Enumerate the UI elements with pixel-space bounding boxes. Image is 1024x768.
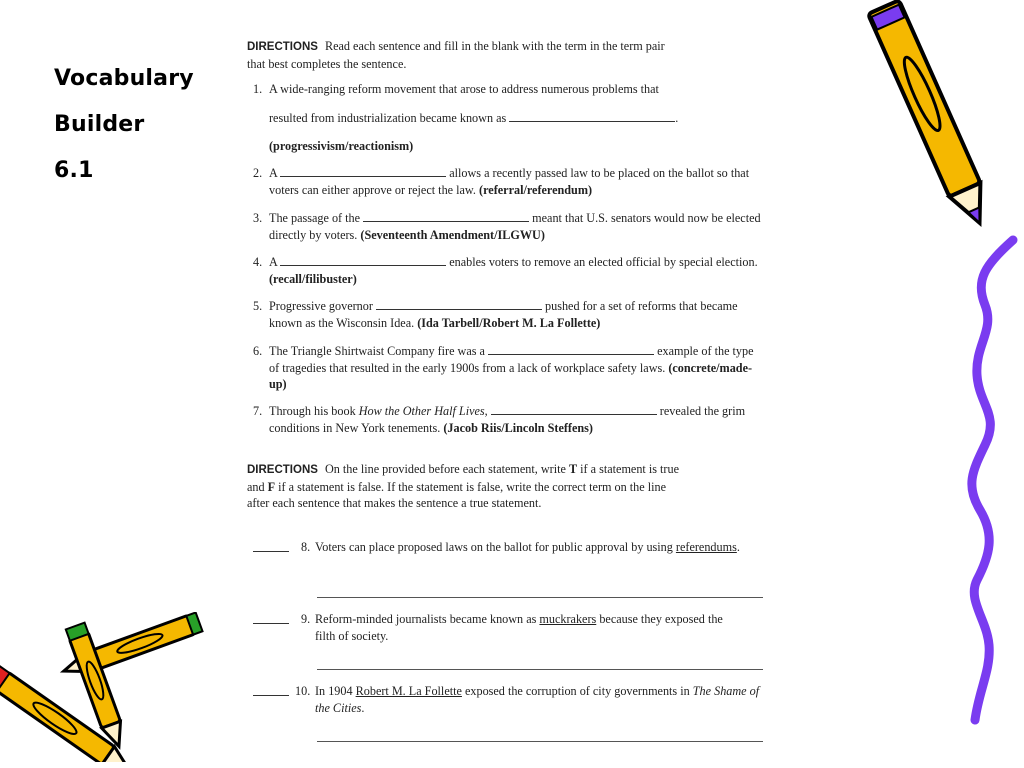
question-3-options: (Seventeenth Amendment/ILGWU) xyxy=(360,227,545,242)
question-2-text-post: allows a recently passed law to be placed on the ballot so that voters can either approve or reject the law. xyxy=(269,166,750,197)
question-4-text-post: enables voters to remove an elected official by special election. xyxy=(449,255,758,269)
crossed-pencils-icon xyxy=(0,612,205,762)
question-8 xyxy=(253,539,773,556)
pencil-icon xyxy=(860,0,1000,245)
question-8-tf-blank[interactable] xyxy=(253,551,289,552)
question-9-tf-blank[interactable] xyxy=(253,623,289,624)
question-4-options: (recall/filibuster) xyxy=(269,271,357,286)
question-4-blank[interactable] xyxy=(280,254,446,266)
title-builder: Builder xyxy=(54,112,145,137)
question-10-text-post: exposed the corruption of city governments in xyxy=(464,684,690,698)
question-9-number: 9. xyxy=(301,612,311,626)
question-9-answer-line[interactable] xyxy=(317,669,763,670)
question-8-term: referendums xyxy=(675,540,737,554)
question-3-number: 3. xyxy=(253,211,263,225)
question-9-term: muckrakers xyxy=(539,612,597,626)
question-10-term: Robert M. La Follette xyxy=(355,684,462,698)
question-2-text-pre: A xyxy=(269,166,278,180)
question-7 xyxy=(253,403,765,436)
question-2-number: 2. xyxy=(253,166,263,180)
question-6-text-post: example of the type of tragedies that resulted in the early 1900s from a lack of workplace safety laws. xyxy=(269,344,754,375)
question-1-line1: A wide-ranging reform movement that arose to address numerous problems that xyxy=(269,82,659,96)
question-8-answer-line[interactable] xyxy=(317,597,763,598)
question-8-period: . xyxy=(736,540,740,554)
question-5-text-pre: Progressive governor xyxy=(269,299,373,313)
title-vocabulary: Vocabulary xyxy=(54,66,194,91)
question-2-options: (referral/referendum) xyxy=(479,182,593,197)
question-7-number: 7. xyxy=(253,404,263,418)
question-1-number: 1. xyxy=(253,82,263,96)
question-10-text-pre: In 1904 xyxy=(315,684,353,698)
directions-2 xyxy=(247,461,687,512)
directions-1-text: Read each sentence and fill in the blank with the term in the term pair that best completes the sentence. xyxy=(247,39,665,71)
question-10-book-title: The Shame of the Cities xyxy=(315,684,760,715)
question-3-text-pre: The passage of the xyxy=(269,211,361,225)
question-5 xyxy=(253,298,765,331)
question-6 xyxy=(253,343,765,393)
question-9-text-pre: Reform-minded journalists became known as xyxy=(315,612,537,626)
question-7-blank[interactable] xyxy=(491,403,657,415)
question-1 xyxy=(253,81,765,155)
question-7-book-title: How the Other Half Lives xyxy=(358,404,485,418)
question-1-blank[interactable] xyxy=(509,110,675,122)
directions-1 xyxy=(247,38,677,72)
question-6-text-pre: The Triangle Shirtwaist Company fire was a xyxy=(269,344,485,358)
question-1-period: . xyxy=(675,110,679,125)
question-4-text-pre: A xyxy=(269,255,278,269)
question-3 xyxy=(253,210,765,243)
directions-2-true-letter: T xyxy=(568,462,578,476)
question-7-text-post: revealed the grim conditions in New York tenements. xyxy=(269,404,746,435)
question-6-blank[interactable] xyxy=(488,343,654,355)
directions-2-heading: DIRECTIONS xyxy=(247,464,318,476)
directions-2-false-letter: F xyxy=(267,479,276,494)
question-7-options: (Jacob Riis/Lincoln Steffens) xyxy=(443,420,593,435)
question-4-number: 4. xyxy=(253,255,263,269)
directions-2-text-1: On the line provided before each statement, write xyxy=(324,462,566,476)
question-10-period: . xyxy=(361,700,365,715)
question-7-text-pre: Through his book xyxy=(269,404,356,418)
question-2-blank[interactable] xyxy=(280,165,446,177)
title-section-number: 6.1 xyxy=(54,158,94,183)
question-6-options: (concrete/made-up) xyxy=(269,360,753,391)
question-9-text-post: because they exposed the filth of society. xyxy=(315,612,723,643)
directions-1-heading: DIRECTIONS xyxy=(247,41,318,53)
question-7-comma: , xyxy=(484,404,488,418)
question-2 xyxy=(253,165,765,198)
question-3-blank[interactable] xyxy=(363,210,529,222)
squiggle-line-icon xyxy=(955,235,1020,725)
question-8-number: 8. xyxy=(301,540,311,554)
question-5-blank[interactable] xyxy=(376,298,542,310)
question-5-number: 5. xyxy=(253,299,263,313)
question-10-number: 10. xyxy=(295,684,311,698)
directions-2-text-3: if a statement is false. If the statement is false, write the correct term on the line after each sentence that makes the sentence a true statement. xyxy=(247,479,666,510)
question-8-text-pre: Voters can place proposed laws on the ballot for public approval by using xyxy=(315,540,673,554)
question-10 xyxy=(253,683,773,716)
question-1-line2: resulted from industrialization became known as xyxy=(269,110,507,125)
question-10-tf-blank[interactable] xyxy=(253,695,289,696)
question-5-text-post: pushed for a set of reforms that became known as the Wisconsin Idea. xyxy=(269,299,738,330)
question-10-answer-line[interactable] xyxy=(317,741,763,742)
question-3-text-post: meant that U.S. senators would now be elected directly by voters. xyxy=(269,211,761,242)
question-9 xyxy=(253,611,773,644)
question-6-number: 6. xyxy=(253,344,263,358)
question-1-options: (progressivism/reactionism) xyxy=(269,139,414,153)
question-5-options: (Ida Tarbell/Robert M. La Follette) xyxy=(417,315,601,330)
directions-2-text-2: if a statement is true and xyxy=(247,462,679,494)
question-4 xyxy=(253,254,765,287)
